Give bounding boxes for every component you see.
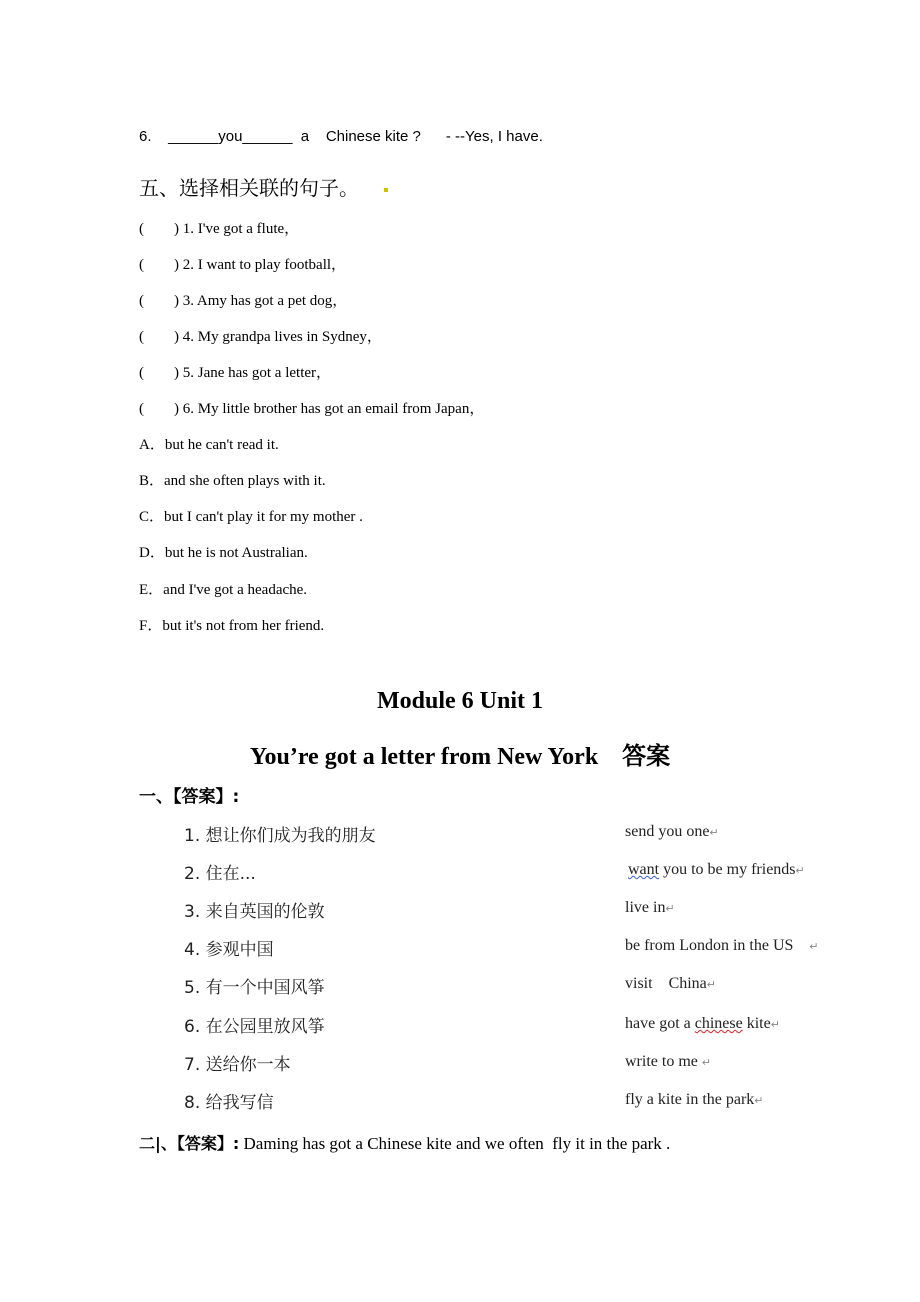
option: C．but I can't play it for my mother . <box>139 509 363 525</box>
option: E．and I've got a headache. <box>139 582 308 598</box>
option: A．but he can't read it. <box>139 437 279 453</box>
section-5-heading: 五、选择相关联的句子。 <box>139 176 359 200</box>
answer-subtitle: You’re got a letter from New York 答案 <box>249 744 671 770</box>
item: ( ) 6. My little brother has got an email from Japan， <box>139 401 485 417</box>
english-item: want you to be my friends↵ <box>628 861 805 878</box>
chinese-item: 3. 来自英国的伦敦 <box>184 902 325 922</box>
option: D．but he is not Australian. <box>139 545 308 561</box>
option: B．and she often plays with it. <box>139 473 326 489</box>
chinese-item: 6. 在公园里放风筝 <box>184 1017 325 1037</box>
chinese-item: 4. 参观中国 <box>184 940 274 960</box>
english-item: live in↵ <box>625 899 675 916</box>
english-item: be from London in the US ↵ <box>625 937 819 954</box>
answer-title: Module 6 Unit 1 <box>376 688 543 714</box>
english-item: write to me ↵ <box>625 1053 712 1070</box>
item: ( ) 4. My grandpa lives in Sydney， <box>139 329 382 345</box>
item: ( ) 1. I've got a flute， <box>139 221 300 237</box>
chinese-item: 7. 送给你一本 <box>184 1055 291 1075</box>
item: ( ) 3. Amy has got a pet dog， <box>139 293 348 309</box>
item: ( ) 2. I want to play football， <box>139 257 347 273</box>
chinese-item: 2. 住在... <box>184 864 256 884</box>
chinese-item: 5. 有一个中国风筝 <box>184 978 325 998</box>
option: F．but it's not from her friend. <box>139 618 325 634</box>
part2-answer: 二|、【答案】: Daming has got a Chinese kite and we often fly it in the park . <box>139 1134 671 1153</box>
chinese-item: 1. 想让你们成为我的朋友 <box>184 826 376 846</box>
english-item: have got a chinese kite↵ <box>625 1015 780 1032</box>
part1-label: 一、【答案】: <box>139 787 240 807</box>
marker-dot <box>384 188 388 192</box>
english-item: send you one↵ <box>625 823 719 840</box>
item: ( ) 5. Jane has got a letter， <box>139 365 332 381</box>
question-6: 6. ______you______ a Chinese kite ? - --Yes, I have. <box>139 128 543 145</box>
english-item: visit China↵ <box>625 975 716 992</box>
chinese-item: 8. 给我写信 <box>184 1093 274 1113</box>
english-item: fly a kite in the park↵ <box>625 1091 764 1108</box>
